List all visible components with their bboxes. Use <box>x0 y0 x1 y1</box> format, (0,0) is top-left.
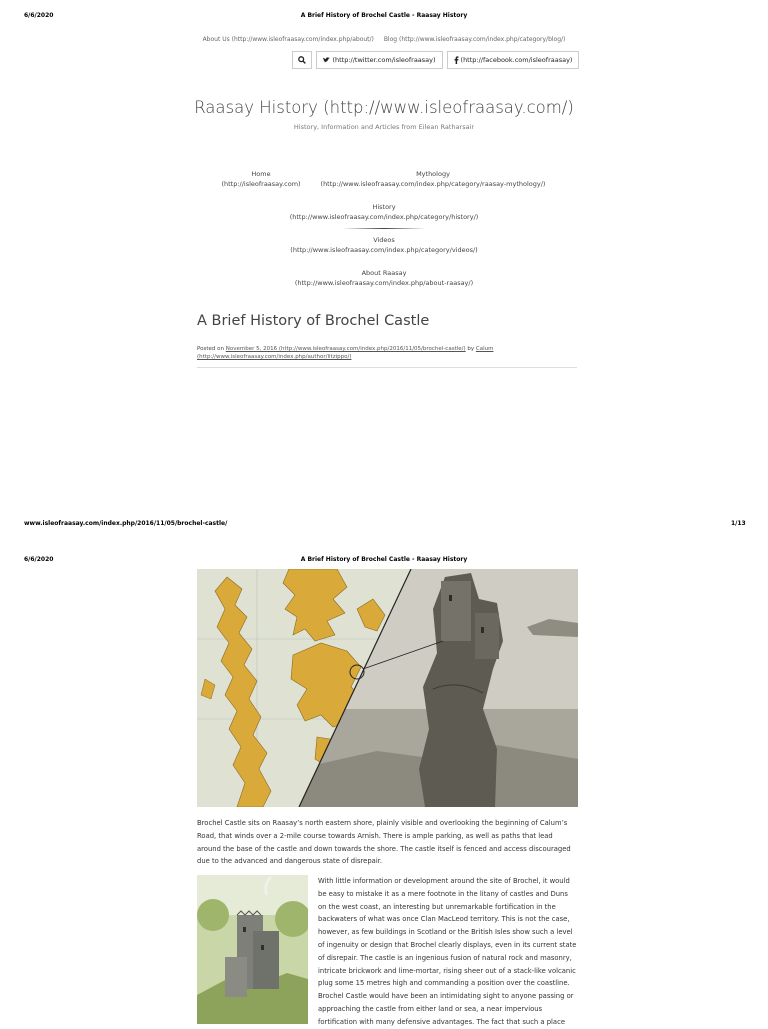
pdf-page-number: 1/13 <box>731 520 746 527</box>
pdf-date: 6/6/2020 <box>24 556 54 563</box>
pdf-footer-url: www.isleofraasay.com/index.php/2016/11/05/brochel-castle/ <box>24 520 228 527</box>
author-url-link[interactable]: (http://www.isleofraasay.com/index.php/author/litzippo/) <box>197 354 352 360</box>
pdf-date: 6/6/2020 <box>24 12 54 19</box>
pdf-doc-title: A Brief History of Brochel Castle - Raasay History <box>300 12 468 19</box>
post-title: A Brief History of Brochel Castle <box>197 313 430 329</box>
menu-item-label: About Raasay <box>361 269 407 277</box>
menu-item-label: Videos <box>373 236 395 244</box>
menu-item-url: (http://isleofraasay.com) <box>221 180 301 188</box>
menu-item-label: History <box>372 203 396 211</box>
author-link[interactable]: Calum <box>475 346 494 352</box>
menu-item-url: (http://www.isleofraasay.com/index.php/category/raasay-mythology/) <box>320 180 546 188</box>
nav-about-link[interactable]: About Us (http://www.isleofraasay.com/index.php/about/) <box>202 36 374 43</box>
nav-blog-link[interactable]: Blog (http://www.isleofraasay.com/index.php/category/blog/) <box>383 36 566 43</box>
search-icon <box>298 56 306 64</box>
menu-item-label: Mythology <box>416 170 450 178</box>
active-menu-underline <box>342 228 426 229</box>
top-nav <box>0 36 768 43</box>
menu-item-home[interactable] <box>205 169 317 189</box>
pdf-doc-title: A Brief History of Brochel Castle - Raasay History <box>300 556 468 563</box>
post-paragraph-1: Brochel Castle sits on Raasay’s north eastern shore, plainly visible and overlooking the beginning of Calum’s Road, that winds over a 2-mile course towards Arnish. There is ample parking, as well as paths that lead around the base of the castle and down towards the shore. The castle itself is fenced and access discouraged due to the advanced and dangerous state of disrepair. <box>197 819 571 866</box>
post-paragraph-2: With little information or development around the site of Brochel, it would be easy to mistake it as a mere footnote in the litany of castles and Duns on the west coast, an interesting but unremarkable fortification in the backwaters of what was once Clan MacLeod territory. This is not the case, however, as few buildings in Scotland or the British Isles show such a level of ingenuity or design that Brochel clearly displays, even in its current state of disrepair. The castle is an ingenious fusion of natural rock and masonry, intricate brickwork and lime-mortar, rising sheer out of a stack-like volcanic plug some 15 metres high and commanding a position over the coastline. Brochel Castle would have been an intimidating sight to anyone passing or approaching the castle from either land or sea, a near impervious fortification with many defensive advantages. The fact that such a place <box>318 877 577 1026</box>
menu-item-url: (http://www.isleofraasay.com/index.php/about-raasay/) <box>294 279 474 287</box>
menu-item-label: Home <box>251 170 271 178</box>
search-button[interactable] <box>292 51 312 69</box>
facebook-link[interactable]: (http://facebook.com/isleofraasay) <box>460 56 573 64</box>
menu-item-url: (http://www.isleofraasay.com/index.php/category/history/) <box>289 213 479 221</box>
site-title[interactable]: Raasay History (http://www.isleofraasay.com/) <box>194 98 574 117</box>
twitter-button[interactable] <box>316 51 443 69</box>
post-header-divider <box>197 367 577 368</box>
post-meta <box>197 345 577 361</box>
menu-item-about-raasay[interactable] <box>0 268 768 288</box>
site-tagline: History, Information and Articles from Eilean Ratharsair <box>293 123 475 131</box>
post-date-link[interactable]: November 5, 2016 (http://www.isleofraasay.com/index.php/2016/11/05/brochel-castle/) <box>225 346 466 352</box>
twitter-icon <box>323 57 330 63</box>
by-label: by <box>467 346 475 352</box>
facebook-icon <box>454 56 459 64</box>
menu-item-mythology[interactable] <box>313 169 553 189</box>
menu-item-history[interactable] <box>0 202 768 222</box>
castle-illustration-image <box>197 875 308 1024</box>
menu-item-url: (http://www.isleofraasay.com/index.php/category/videos/) <box>290 246 478 254</box>
posted-on-label: Posted on <box>197 346 224 352</box>
menu-item-videos[interactable] <box>0 235 768 255</box>
facebook-button[interactable] <box>447 51 579 69</box>
twitter-link[interactable]: (http://twitter.com/isleofraasay) <box>332 56 436 64</box>
map-castle-hero-image <box>197 569 578 807</box>
